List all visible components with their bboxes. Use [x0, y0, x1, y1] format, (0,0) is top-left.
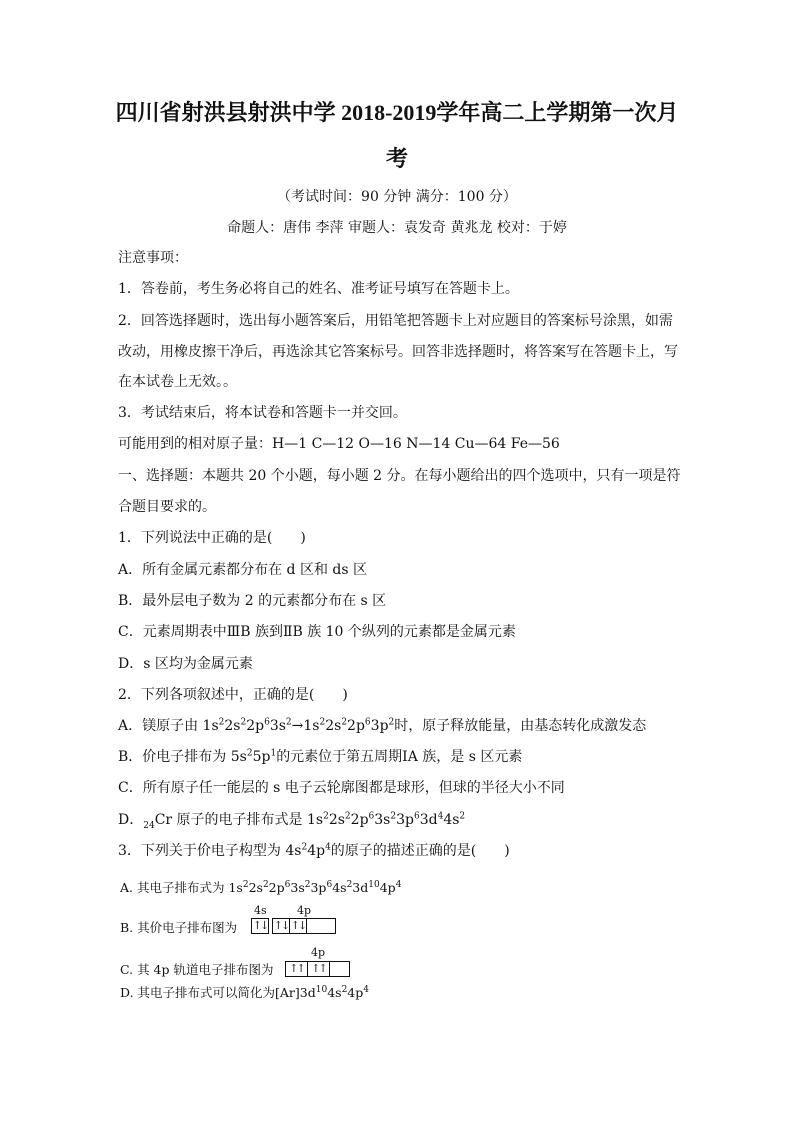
- orbital-label-4p: 4p: [311, 946, 326, 959]
- note-2-line3: 在本试卷上无效。。: [118, 374, 237, 390]
- q3-option-c: C. 其 4p 轨道电子排布图为: [120, 962, 274, 977]
- q2-stem: 2．下列各项叙述中，正确的是( ): [118, 687, 348, 703]
- q2-option-d: D．$_{24}$Cr 原子的电子排布式是 $1s^22s^22p^63s^23p^63d^44s^2$: [118, 811, 466, 831]
- q2-option-b: B．价电子排布为 $5s^25p^1$的元素位于第五周期ⅠA 族，是 s 区元素: [118, 748, 523, 765]
- q3-option-a: A. 其电子排布式为 $1s^22s^22p^63s^23p^64s^23d^{10}4p^4$: [120, 879, 402, 895]
- atomic-masses: 可能用到的相对原子量：H—1 C—12 O—16 N—14 Cu—64 Fe—56: [118, 436, 560, 452]
- orbital-box-4p-3: [306, 918, 336, 934]
- section-intro-line2: 合题目要求的。: [118, 499, 216, 515]
- notes-heading: 注意事项：: [118, 250, 188, 266]
- page-title: 四川省射洪县射洪中学 2018-2019学年高二上学期第一次月: [115, 100, 679, 125]
- page-title-continued: 考: [385, 146, 408, 171]
- q1-option-b: B．最外层电子数为 2 的元素都分布在 s 区: [118, 593, 387, 609]
- q1-option-a: A．所有金属元素都分布在 d 区和 ds 区: [118, 562, 368, 578]
- q1-option-d: D．s 区均为金属元素: [118, 656, 253, 672]
- note-1: 1．答卷前，考生务必将自己的姓名、准考证号填写在答题卡上。: [118, 281, 519, 297]
- orbital-label-4s: 4s: [254, 904, 267, 917]
- q3-option-b: B. 其价电子排布图为: [120, 920, 238, 935]
- orbital-label-4p: 4p: [297, 904, 312, 917]
- orbital-box-4p-2: ↑↓: [290, 919, 306, 932]
- note-3: 3．考试结束后，将本试卷和答题卡一并交回。: [118, 405, 407, 421]
- note-2-line2: 改动，用橡皮擦干净后，再选涂其它答案标号。回答非选择题时，将答案写在答题卡上，写: [118, 344, 678, 360]
- q2-option-a: A．镁原子由 $1s^22s^22p^63s^2\to 1s^22s^22p^63p^2$时，原子释放能量，由基态转化成激发态: [118, 717, 647, 734]
- q3-stem: 3．下列关于价电子构型为 $4s^24p^4$的原子的描述正确的是( ): [118, 842, 510, 859]
- q1-option-c: C．元素周期表中ⅢB 族到ⅡB 族 10 个纵列的元素都是金属元素: [118, 624, 516, 640]
- orbital-box-4s: ↑↓: [252, 919, 268, 932]
- section-intro-line1: 一、选择题：本题共 20 个小题，每小题 2 分。在每小题给出的四个选项中，只有一项是符: [118, 468, 681, 484]
- q1-stem: 1．下列说法中正确的是( ): [118, 530, 306, 546]
- orbital-box-4p-1: ↑↓: [273, 919, 289, 932]
- note-2-line1: 2．回答选择题时，选出每小题答案后，用铅笔把答题卡上对应题目的答案标号涂黑，如需: [118, 313, 673, 329]
- orbital-box-4p-2: ↑↑: [307, 961, 330, 977]
- exam-info: （考试时间：90 分钟 满分：100 分）: [277, 189, 517, 205]
- orbital-box-4p-1: ↑↑: [285, 961, 308, 977]
- q3-option-d: D. 其电子排布式可以简化为$[Ar]3d^{10}4s^24p^4$: [120, 984, 369, 1000]
- staff-info: 命题人：唐伟 李萍 审题人：袁发奇 黄兆龙 校对：于婷: [227, 220, 567, 236]
- q2-option-c: C．所有原子任一能层的 s 电子云轮廓图都是球形，但球的半径大小不同: [118, 780, 565, 796]
- orbital-box-4p-3: [329, 961, 350, 977]
